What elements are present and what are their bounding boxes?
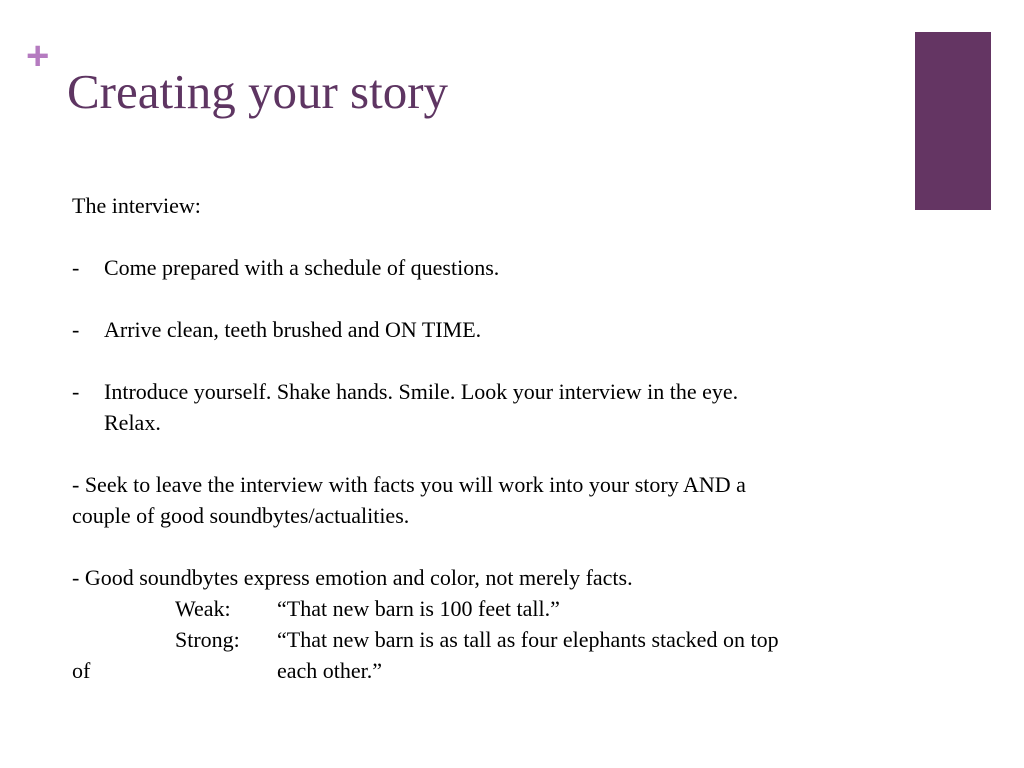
- spacer: [72, 438, 962, 469]
- weak-quote: “That new barn is 100 feet tall.”: [277, 596, 560, 621]
- bullet-text: Come prepared with a schedule of questions.: [104, 255, 500, 280]
- spacer: [72, 531, 962, 562]
- bullet-item: - Seek to leave the interview with facts you will work into your story AND a: [72, 472, 746, 497]
- strong-example: [72, 624, 962, 655]
- strong-of-text: of: [72, 658, 91, 683]
- strong-quote-continuation: each other.”: [277, 658, 383, 683]
- bullet-item: [72, 252, 962, 283]
- bullet-text: Arrive clean, teeth brushed and ON TIME.: [104, 317, 482, 342]
- bullet-dash: -: [72, 379, 80, 404]
- bullet-item: - Good soundbytes express emotion and color, not merely facts.: [72, 565, 633, 590]
- spacer: [72, 221, 962, 252]
- interview-heading: The interview:: [72, 193, 201, 218]
- slide-body: [72, 190, 962, 686]
- bullet-continuation: Relax.: [104, 410, 161, 435]
- bullet-item: [72, 376, 962, 407]
- bullet-dash: -: [72, 255, 80, 280]
- weak-label: Weak:: [175, 596, 231, 621]
- bullet-dash: -: [72, 317, 80, 342]
- spacer: [72, 345, 962, 376]
- strong-quote: “That new barn is as tall as four elephants stacked on top: [277, 627, 779, 652]
- slide-title: Creating your story: [67, 64, 449, 119]
- bullet-continuation: couple of good soundbytes/actualities.: [72, 503, 410, 528]
- plus-icon: +: [26, 34, 50, 78]
- bullet-item: [72, 314, 962, 345]
- strong-label: Strong:: [175, 627, 240, 652]
- strong-example-continuation: [72, 655, 962, 686]
- accent-bar: [915, 32, 991, 210]
- bullet-text: Introduce yourself. Shake hands. Smile. Look your interview in the eye.: [104, 379, 739, 404]
- weak-example: [72, 593, 962, 624]
- spacer: [72, 283, 962, 314]
